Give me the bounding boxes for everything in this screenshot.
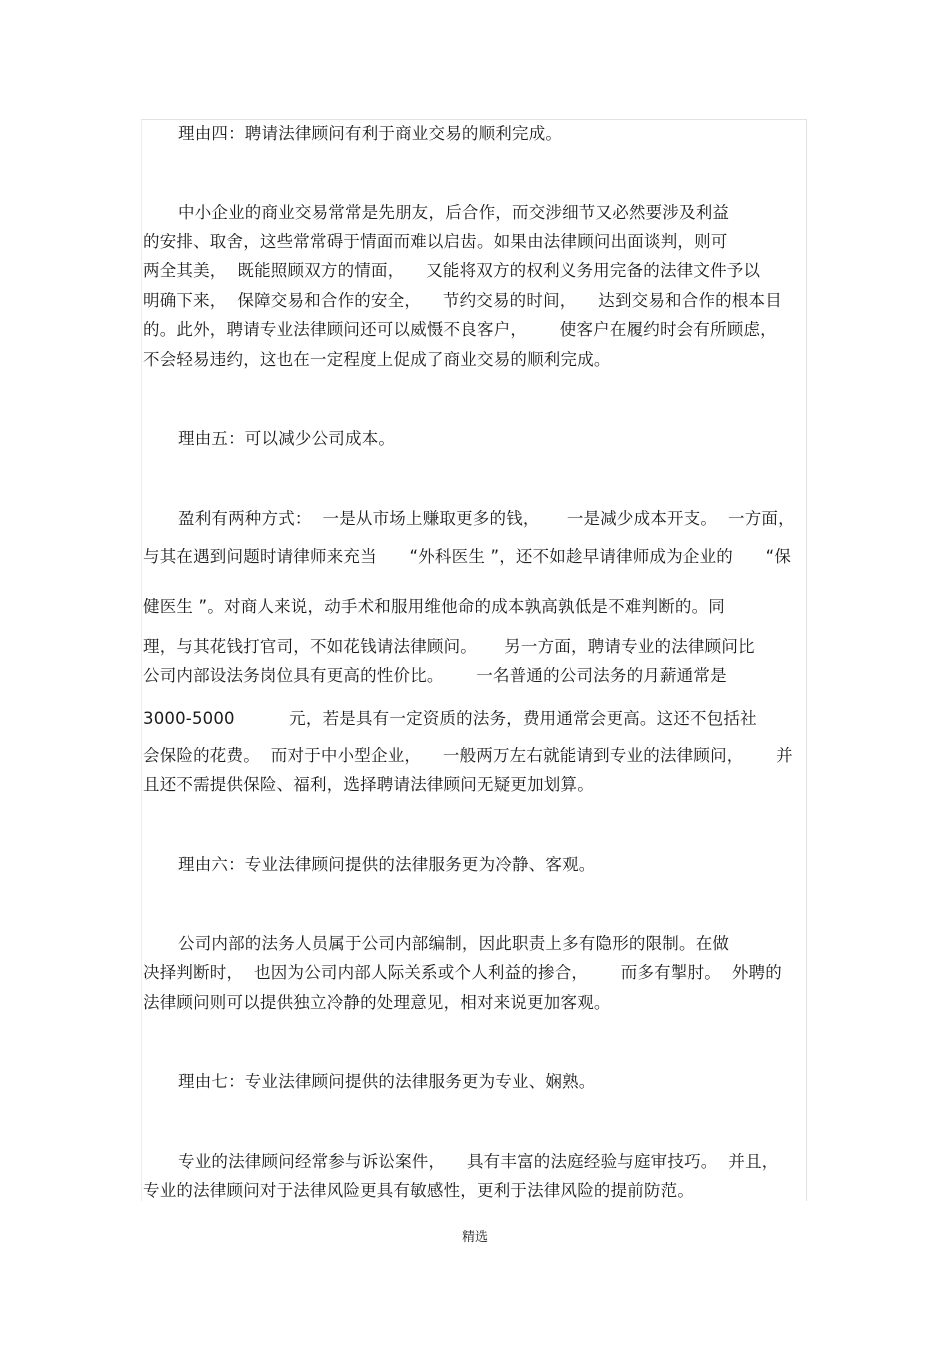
paragraph-line: 健医生 ”。对商人来说，动手术和服用维他命的成本孰高孰低是不难判断的。同: [143, 597, 725, 616]
paragraph-line: 与其在遇到问题时请律师来充当 “外科医生 ”，还不如趁早请律师成为企业的 “保: [143, 547, 792, 566]
paragraph-line: 的安排、取舍，这些常常碍于情面而难以启齿。如果由法律顾问出面谈判，则可: [143, 232, 728, 251]
paragraph-line: 专业的法律顾问经常参与诉讼案件， 具有丰富的法庭经验与庭审技巧。 并且，: [178, 1152, 779, 1171]
paragraph-line: 3000-5000 元，若是具有一定资质的法务，费用通常会更高。这还不包括社: [143, 709, 757, 728]
paragraph-line: 两全其美， 既能照顾双方的情面， 又能将双方的权利义务用完备的法律文件予以: [143, 261, 761, 280]
paragraph-line: 公司内部设法务岗位具有更高的性价比。 一名普通的公司法务的月薪通常是: [143, 666, 727, 685]
paragraph-line: 的。此外，聘请专业法律顾问还可以威慑不良客户， 使客户在履约时会有所顾虑，: [143, 320, 777, 339]
heading-reason-four: 理由四：聘请法律顾问有利于商业交易的顺利完成。: [178, 124, 563, 143]
paragraph-line: 公司内部的法务人员属于公司内部编制，因此职责上多有隐形的限制。在做: [178, 934, 730, 953]
paragraph-line: 决择判断时， 也因为公司内部人际关系或个人利益的掺合， 而多有掣肘。 外聘的: [143, 963, 782, 982]
heading-reason-seven: 理由七：专业法律顾问提供的法律服务更为专业、娴熟。: [178, 1072, 596, 1091]
paragraph-line: 明确下来， 保障交易和合作的安全， 节约交易的时间， 达到交易和合作的根本目: [143, 291, 782, 310]
paragraph-line: 理，与其花钱打官司，不如花钱请法律顾问。 另一方面，聘请专业的法律顾问比: [143, 637, 755, 656]
heading-reason-six: 理由六：专业法律顾问提供的法律服务更为冷静、客观。: [178, 855, 596, 874]
paragraph-line: 专业的法律顾问对于法律风险更具有敏感性，更利于法律风险的提前防范。: [143, 1181, 695, 1200]
paragraph-line: 会保险的花费。 而对于中小型企业， 一般两万左右就能请到专业的法律顾问， 并: [143, 746, 793, 765]
heading-reason-five: 理由五：可以减少公司成本。: [178, 429, 396, 448]
paragraph-line: 且还不需提供保险、福利，选择聘请法律顾问无疑更加划算。: [143, 775, 594, 794]
paragraph-line: 中小企业的商业交易常常是先朋友，后合作，而交涉细节又必然要涉及利益: [178, 203, 730, 222]
paragraph-line: 盈利有两种方式： 一是从市场上赚取更多的钱， 一是减少成本开支。 一方面，: [178, 509, 795, 528]
paragraph-line: 不会轻易违约，这也在一定程度上促成了商业交易的顺利完成。: [143, 350, 611, 369]
footer-label: 精选: [461, 1230, 488, 1245]
paragraph-line: 法律顾问则可以提供独立冷静的处理意见，相对来说更加客观。: [143, 993, 611, 1012]
